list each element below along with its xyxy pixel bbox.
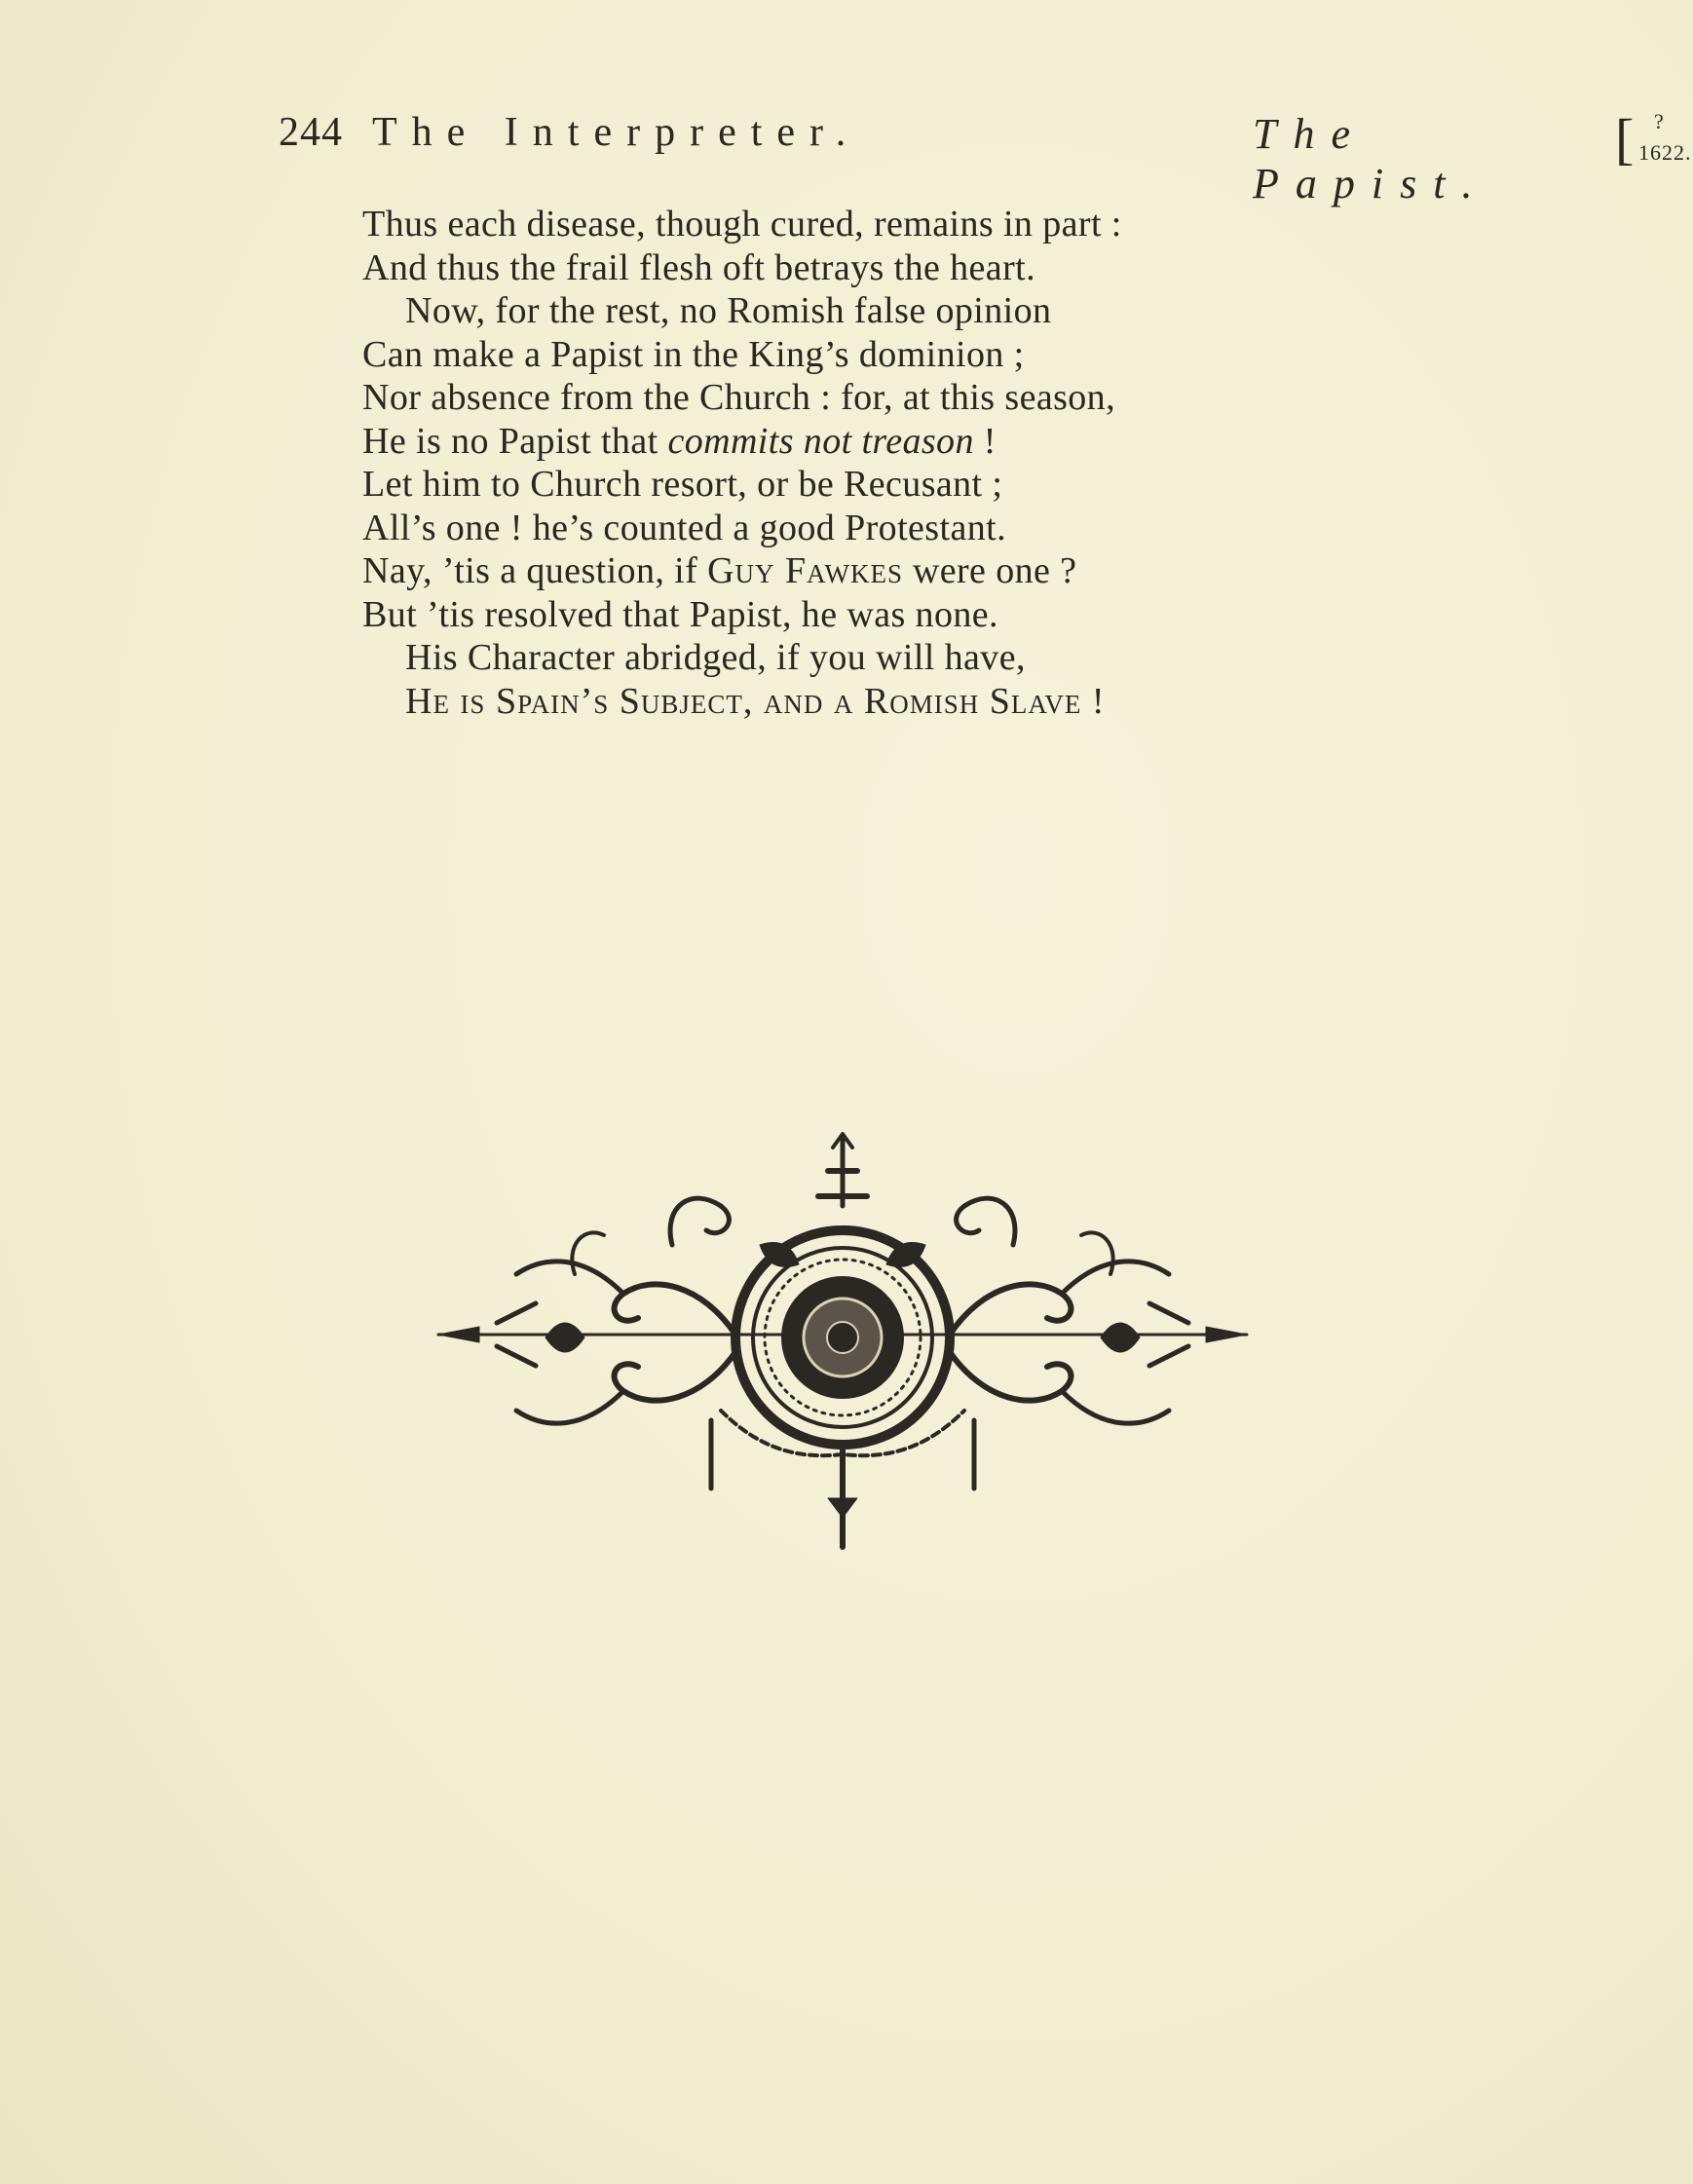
page-number: 244 [279,110,343,155]
verse-line [362,549,1336,593]
verse-line: Let him to Church resort, or be Recusant ; [362,464,1003,505]
verse-line: Can make a Papist in the King’s dominion ; [362,333,1025,375]
section-title: The Papist. [1253,110,1489,207]
verse-text: He is no Papist that [362,420,668,462]
running-title: The Interpreter. [372,110,861,155]
verse-smallcaps-name: Guy Fawkes [707,550,903,591]
date-bracket: [ [1615,107,1635,170]
running-header [279,107,1692,207]
verse-line: And thus the frail flesh oft betrays the heart. [362,246,1035,288]
verse-text: were one ? [902,550,1077,591]
verse-line: Now, for the rest, no Romish false opinion [405,290,1052,331]
verse-line: All’s one ! he’s counted a good Protestant. [362,507,1006,548]
verse-line-smallcaps: He is Spain’s Subject, and a Romish Slave ! [405,680,1106,722]
ornamental-vignette-icon [429,1128,1257,1557]
verse-text: ! [973,420,997,462]
date-query-mark: ? [1654,109,1664,133]
verse-text: Nay, ’tis a question, if [362,550,708,591]
date-note [1615,107,1693,170]
verse-line [362,420,1336,464]
date-year: 1622. [1638,140,1692,165]
verse-line: But ’tis resolved that Papist, he was none. [362,593,998,635]
verse-line: Nor absence from the Church : for, at this season, [362,377,1115,418]
verse-italic-text: commits not treason [667,420,974,462]
verse-line: His Character abridged, if you will have, [405,637,1026,678]
verse-line: Thus each disease, though cured, remains in part : [362,204,1122,245]
verse-block [362,203,1336,723]
